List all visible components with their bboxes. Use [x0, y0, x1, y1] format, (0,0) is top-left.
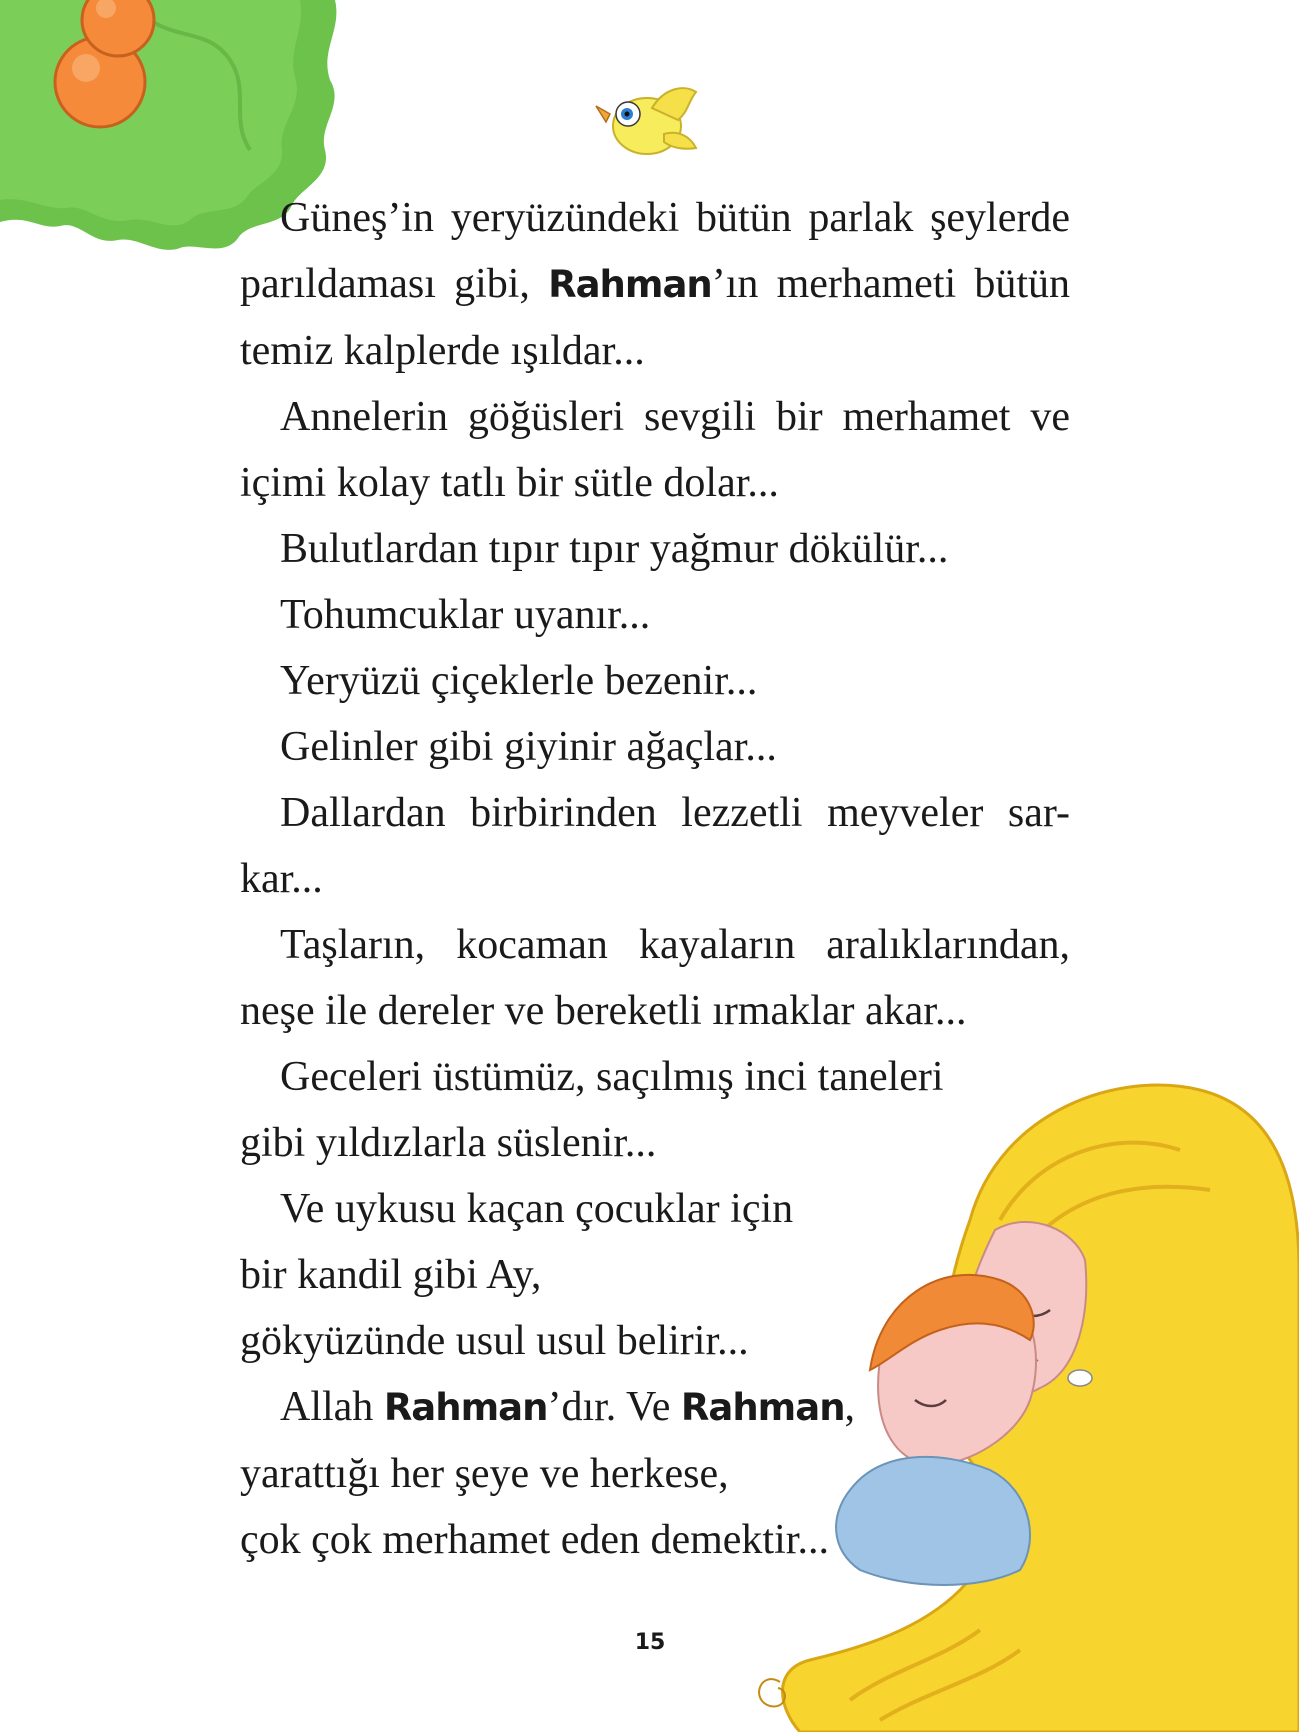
text-line: Annelerin göğüsleri sevgili bir merhamet ve [280, 394, 1070, 440]
text-line: temiz kalplerde ışıldar... [240, 328, 645, 374]
text-line: bir kandil gibi Ay, [240, 1252, 542, 1298]
paragraph [240, 384, 1070, 516]
text-line: Taşların, kocaman kayaların aralıklarından, [280, 922, 1070, 968]
paragraph [240, 1374, 1070, 1573]
orange-fruit [82, 0, 154, 56]
paragraph [240, 714, 1070, 780]
paragraph [240, 185, 1070, 384]
text-line: kar... [240, 856, 323, 902]
bird-illustration [592, 78, 702, 160]
paragraph [240, 780, 1070, 912]
paragraph [240, 912, 1070, 1044]
paragraph [240, 582, 1070, 648]
text-line: gibi yıldızlarla süslenir... [240, 1120, 657, 1166]
text-line: parıldaması gibi, Rahman’ın merhameti bütün [240, 261, 1070, 307]
text-line: yarattığı her şeye ve herkese, [240, 1451, 729, 1497]
text-line: Bulutlardan tıpır tıpır yağmur dökülür... [280, 526, 949, 572]
story-text [240, 185, 1070, 1573]
rahman-word: Rahman [548, 263, 712, 306]
text-line: Allah Rahman’dır. Ve Rahman, [280, 1384, 856, 1430]
text-line: Gelinler gibi giyinir ağaçlar... [280, 724, 777, 770]
text-line: içimi kolay tatlı bir sütle dolar... [240, 460, 779, 506]
page-number: 15 [634, 1630, 666, 1655]
paragraph [240, 1044, 1070, 1176]
text-line: neşe ile dereler ve bereketli ırmaklar akar... [240, 988, 967, 1034]
text-line: Yeryüzü çiçeklerle bezenir... [280, 658, 758, 704]
text-line: Ve uykusu kaçan çocuklar için [280, 1186, 794, 1232]
rahman-word: Rahman [680, 1386, 845, 1429]
paragraph [240, 1176, 1070, 1374]
text-line: çok çok merhamet eden demektir... [240, 1517, 829, 1563]
rahman-word: Rahman [383, 1386, 548, 1429]
text-line: Geceleri üstümüz, saçılmış inci taneleri [280, 1054, 944, 1100]
paragraph [240, 516, 1070, 582]
text-line: Dallardan birbirinden lezzetli meyveler sar- [280, 790, 1070, 836]
text-line: Güneş’in yeryüzündeki bütün parlak şeylerde [280, 195, 1070, 241]
text-line: Tohumcuklar uyanır... [280, 592, 651, 638]
paragraph [240, 648, 1070, 714]
text-line: gökyüzünde usul usul belirir... [240, 1318, 749, 1364]
